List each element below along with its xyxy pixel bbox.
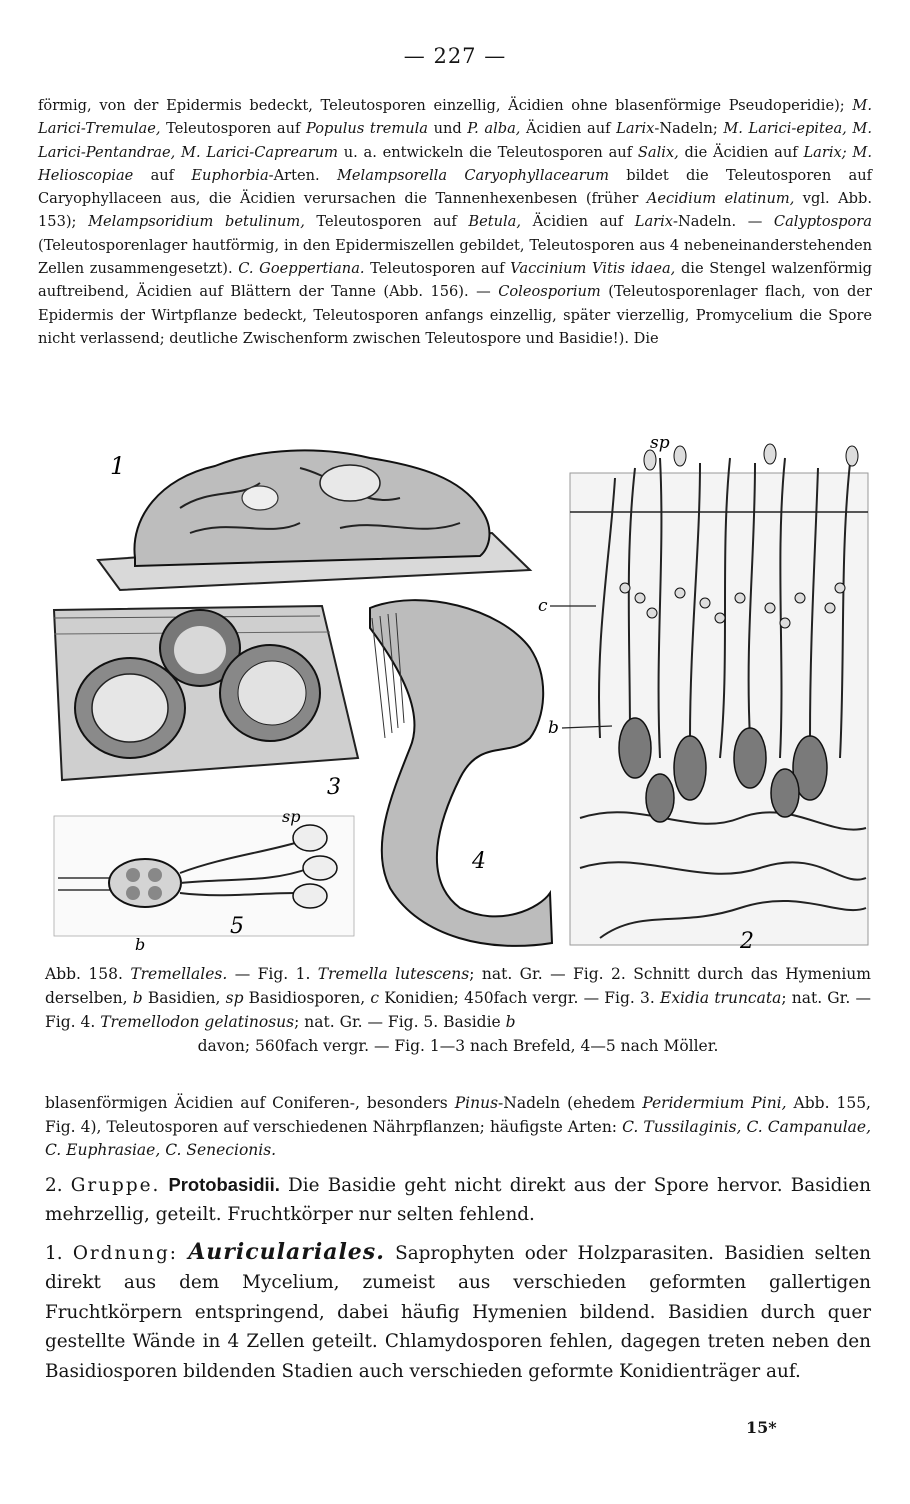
caption_line1-run: c — [370, 989, 380, 1007]
para1-run: die Stengel walzenförmig auftreibend, Äcidien auf Blättern der Tanne (Abb. 156). — — [38, 260, 873, 301]
fig1-label: 1 — [110, 452, 126, 480]
para1-run: Aecidium elatinum, — [646, 190, 795, 208]
para2-run: Abb. 155, Fig. 4), Teleutosporen auf verschiedenen Nährpflanzen; häufigste Arten: — [45, 1094, 871, 1136]
para1-run: M. Larici-Tremulae, — [38, 97, 872, 138]
para1-run: P. alba, — [467, 120, 521, 138]
order-text: Saprophyten oder Holzparasiten. Basidien selten direkt aus dem Mycelium, zumeist aus verschieden geformten gallertigen Fruchtkörpern entspringend, dabei häufig Hymenien bildend. Basidien durch quer gestellte Wände in 4 Zellen geteilt. Chlamydosporen fehlen, dagegen treten neben den Basidiosporen bildenden Stadien auch verschieden geformte Konidienträger auf. — [45, 1243, 871, 1382]
group-name: Protobasidii. — [168, 1174, 280, 1195]
paragraph-2 — [45, 1092, 871, 1163]
fig3-label: 3 — [327, 775, 341, 800]
order-prefix: 1. — [45, 1243, 73, 1264]
para1-run: Äcidien auf — [520, 120, 617, 138]
para1-run: bildet die Teleutosporen auf Caryophyllaceen aus, die Äcidien verursachen die Tannenhexenbesen (früher — [38, 166, 873, 208]
fig2-label: 2 — [740, 929, 754, 954]
c-label: c — [538, 596, 548, 616]
para1-run: auf — [133, 166, 192, 184]
b-label-fig2: b — [548, 718, 559, 738]
para1-run: Betula, — [468, 213, 521, 231]
paragraph-group-heading — [45, 1170, 871, 1229]
signature-mark: 15* — [746, 1418, 777, 1437]
para2-run: blasenförmigen Äcidien auf Coniferen-, besonders — [45, 1094, 455, 1112]
paragraph-1 — [38, 94, 872, 350]
caption-line-1 — [45, 965, 871, 1031]
para1-run: u. a. entwickeln die Teleutosporen auf — [337, 143, 638, 161]
caption_line1-run: b — [132, 989, 143, 1007]
group-prefix: 2. — [45, 1175, 71, 1196]
para1-run: -Arten. — [268, 166, 337, 184]
para2-run: Peridermium Pini, — [642, 1094, 787, 1112]
para1-run: Larix — [634, 213, 674, 231]
para1-run: Äcidien auf — [521, 213, 635, 231]
para1-run: förmig, von der Epidermis bedeckt, Teleutosporen einzellig, Äcidien ohne blasenförmige Pseudoperidie); — [38, 97, 853, 114]
caption_line1-run: sp — [225, 989, 244, 1007]
caption_line1-run: Exidia truncata — [660, 989, 782, 1007]
para1-run: Vaccinium Vitis idaea, — [510, 260, 676, 278]
figure-illustration — [40, 438, 870, 958]
para1-run: Euphorbia — [191, 166, 269, 184]
caption_line1-run: b — [505, 1013, 516, 1031]
para1-run: Melampsorella Caryophyllacearum — [336, 166, 609, 184]
caption_line1-run: Basidiosporen, — [243, 989, 371, 1007]
para1-run: Teleutosporen auf — [364, 260, 511, 278]
paragraph-order-heading — [45, 1238, 871, 1386]
caption_line1-run: Abb. 158. — [45, 965, 131, 983]
para1-run: M. Larici-epitea, M. Larici-Pentandrae, M. Larici-Caprearum — [38, 120, 872, 161]
caption_line1-run: Tremellodon gelatinosus — [100, 1013, 295, 1031]
sp-label-fig5: sp — [282, 807, 301, 826]
b-label-fig5: b — [135, 935, 146, 954]
para1-run: Teleutosporen auf — [160, 120, 306, 138]
para1-run: -Nadeln; — [654, 120, 724, 138]
caption-line-2: davon; 560fach vergr. — Fig. 1—3 nach Brefeld, 4—5 nach Möller. — [197, 1037, 719, 1055]
fig2-hymenium-drawing — [570, 444, 868, 945]
para1-run: und — [427, 120, 468, 138]
fig5-basidium-drawing — [54, 816, 354, 936]
sp-label-fig2: sp — [650, 438, 670, 453]
order-label: Ordnung: — [72, 1243, 178, 1264]
fig1-tremella-drawing — [98, 450, 530, 590]
fig4-tremellodon-drawing — [370, 600, 552, 946]
figure-caption — [45, 962, 871, 1058]
para2-run: C. Tussilaginis, C. Campanulae, C. Euphrasiae, C. Senecionis. — [45, 1117, 872, 1159]
para1-run: die Äcidien auf — [678, 143, 804, 161]
order-name: Auriculariales. — [188, 1239, 385, 1265]
caption_line1-run: Tremella lutescens — [317, 965, 470, 983]
figure-158 — [40, 438, 870, 958]
para1-run: Larix — [616, 120, 655, 138]
para1-run: Coleosporium — [498, 283, 601, 301]
para2-run: -Nadeln (ehedem — [498, 1094, 643, 1112]
fig3-exidia-drawing — [54, 606, 358, 780]
para1-run: Larix; M. Helioscopiae — [38, 143, 872, 184]
caption_line1-run: — Fig. 1. — [227, 965, 318, 983]
caption_line1-run: ; nat. Gr. — Fig. 4. — [45, 989, 872, 1031]
para1-run: Populus tremula — [306, 120, 428, 138]
caption_line1-run: ; nat. Gr. — Fig. 5. Basidie — [294, 1013, 506, 1031]
para1-run: C. Goeppertiana. — [238, 260, 365, 278]
caption_line1-run: Tremellales. — [130, 965, 228, 983]
para1-run: (Teleutosporenlager flach, von der Epidermis der Wirtpflanze bedeckt, Teleutosporen anfangs einzellig, später vierzellig, Promycelium die Spore nicht verlassend; deutliche Zwischenform zwischen Teleutospore und Basidie!). Die — [38, 283, 872, 347]
caption_line1-run: Konidien; 450fach vergr. — Fig. 3. — [379, 989, 660, 1007]
caption_line1-run: Basidien, — [142, 989, 226, 1007]
group-text: Die Basidie geht nicht direkt aus der Spore hervor. Basidien mehrzellig, geteilt. Fruchtkörper nur selten fehlend. — [45, 1175, 871, 1225]
page-number: — 227 — — [403, 44, 507, 68]
fig4-label: 4 — [472, 849, 486, 874]
para1-run: Calyptospora — [773, 213, 872, 231]
fig5-label: 5 — [230, 914, 244, 939]
para1-run: (Teleutosporenlager hautförmig, in den Epidermiszellen gebildet, Teleutosporen aus 4 nebeneinanderstehenden Zellen zusammengesetzt). — [38, 236, 872, 278]
para1-run: -Nadeln. — — [673, 213, 774, 231]
caption_line1-run: ; nat. Gr. — Fig. 2. Schnitt durch das Hymenium derselben, — [45, 965, 871, 1007]
para1-run: Melampsoridium betulinum, — [88, 213, 305, 231]
para1-run: Teleutosporen auf — [304, 213, 469, 231]
para2-run: Pinus — [454, 1094, 499, 1112]
group-label: Gruppe. — [70, 1175, 161, 1196]
para1-run: vgl. Abb. 153); — [38, 190, 872, 231]
para1-run: Salix, — [637, 143, 679, 161]
